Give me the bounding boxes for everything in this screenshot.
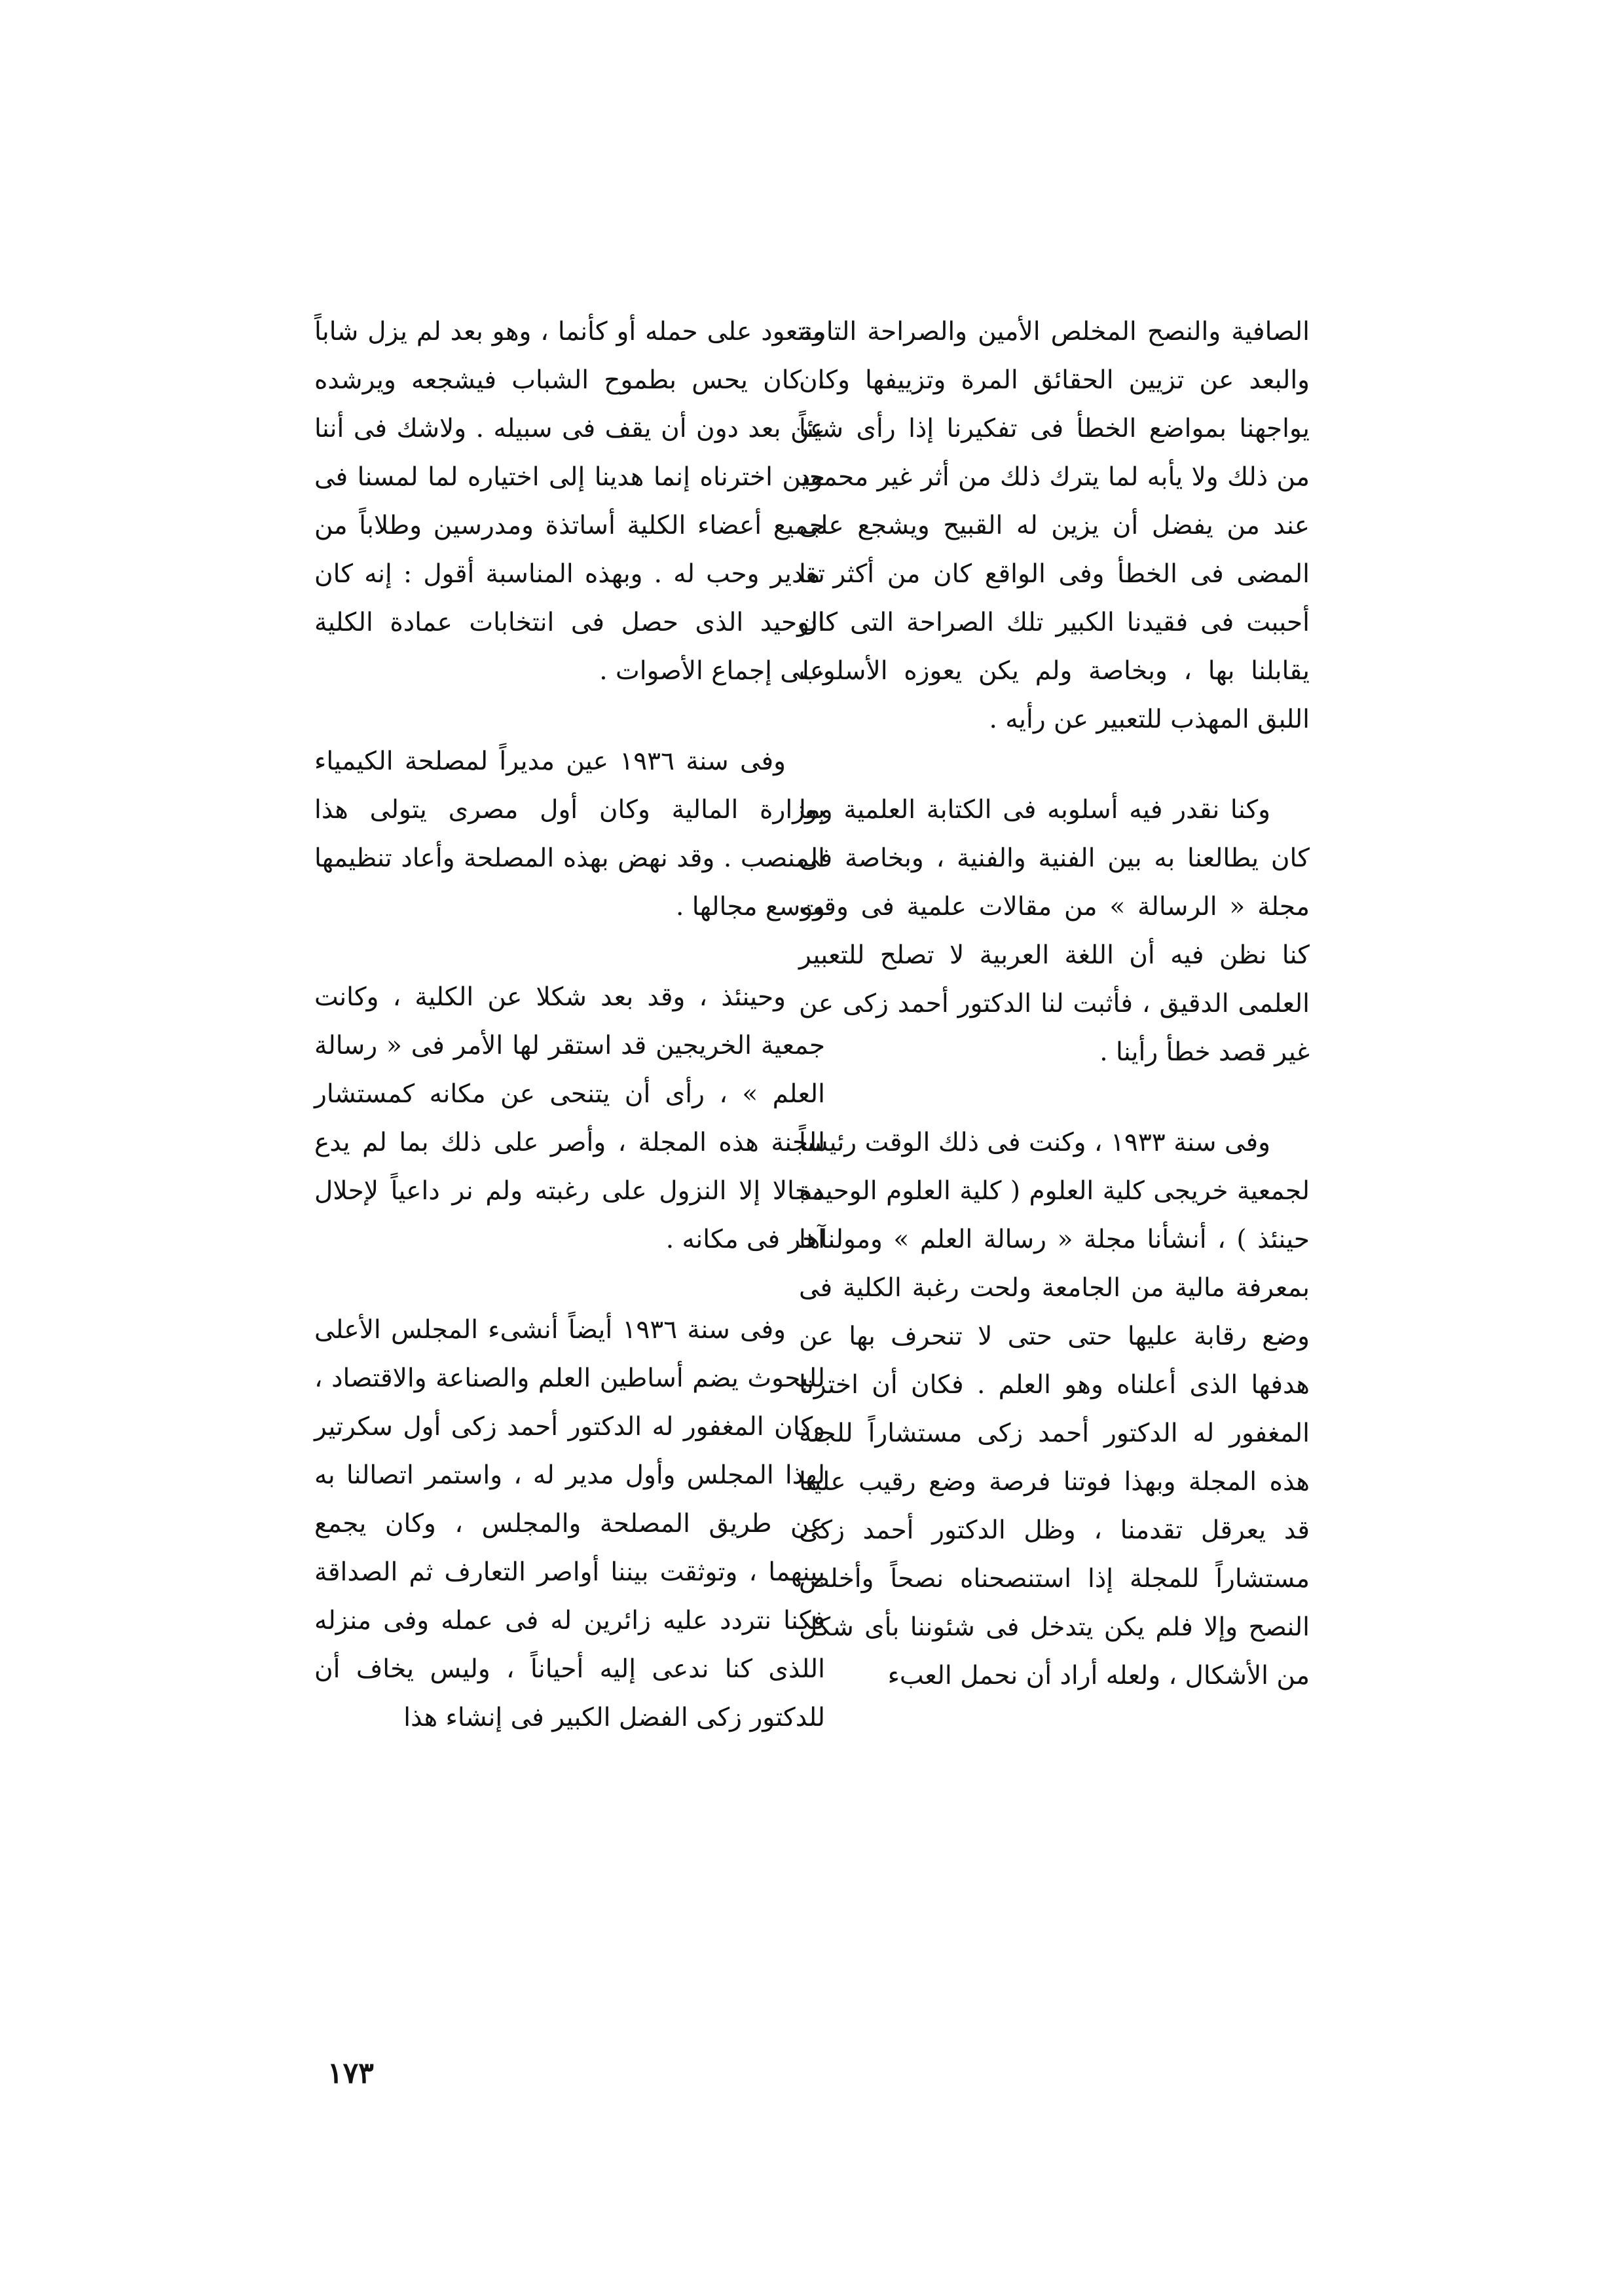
right-paragraph-3: وفى سنة ١٩٣٣ ، وكنت فى ذلك الوقت رئيساً لجمعية خريجى كلية العلوم ( كلية العلوم الوحيدة حينئذ ) ، أنشأنا مجلة « رسالة العلم » ومولناها بمعرفة مالية من الجامعة ولحت رغبة الكلية فى وضع رقابة عليها حتى حتى لا تنحرف بها عن هدفها الذى أعلناه وهو العلم . فكان أن اخترنا المغفور له الدكتور أحمد زكى مستشاراً للجنة هذه المجلة وبهذا فوتنا فرصة وضع رقيب علينا قد يعرقل تقدمنا ، وظل الدكتور أحمد زكى مستشاراً للمجلة إذا استنصحناه نصحاً وأخلص النصح وإلا فلم يكن يتدخل فى شئوننا بأى شكل من الأشكال ، ولعله أراد أن نحمل العبء xyxy=(799,1128,1310,1690)
right-paragraph-2: وكنا نقدر فيه أسلوبه فى الكتابة العلمية وما كان يطالعنا به بين الفنية والفنية ، وبخاصة فى مجلة « الرسالة » من مقالات علمية فى وقت كنا نظن فيه أن اللغة العربية لا تصلح للتعبير العلمى الدقيق ، فأثبت لنا الدكتور أحمد زكى عن غير قصد خطأ رأينا . xyxy=(799,795,1310,1067)
right-column xyxy=(799,308,1310,1742)
left-column xyxy=(314,308,825,1784)
left-paragraph-4: وفى سنة ١٩٣٦ أيضاً أنشىء المجلس الأعلى للبحوث يضم أساطين العلم والصناعة والاقتصاد ، وكان المغفور له الدكتور أحمد زكى أول سكرتير لهذا المجلس وأول مدير له ، واستمر اتصالنا به عن طريق المصلحة والمجلس ، وكان يجمع بينهما ، وتوثقت بيننا أواصر التعارف ثم الصداقة فكنا نتردد عليه زائرين له فى عمله وفى منزله اللذى كنا ندعى إليه أحياناً ، وليس يخاف أن للدكتور زكى الفضل الكبير فى إنشاء هذا xyxy=(314,1315,825,1732)
left-paragraph-2: وفى سنة ١٩٣٦ عين مديراً لمصلحة الكيمياء بوزارة المالية وكان أول مصرى يتولى هذا المنصب . وقد نهض بهذه المصلحة وأعاد تنظيمها ووسع مجالها . xyxy=(314,747,825,922)
page-number: ١٧٣ xyxy=(327,2057,374,2090)
left-paragraph-1: ونتعود على حمله أو كأنما ، وهو بعد لم يزل شاباً ، كان يحس بطموح الشباب فيشجعه ويرشده عن بعد دون أن يقف فى سبيله . ولاشك فى أننا حين اخترناه إنما هدينا إلى اختياره لما لمسنا فى جميع أعضاء الكلية أساتذة ومدرسين وطلاباً من تقدير وحب له . وبهذه المناسبة أقول : إنه كان الوحيد الذى حصل فى انتخابات عمادة الكلية على إجماع الأصوات . xyxy=(314,317,825,686)
right-paragraph-1: الصافية والنصح المخلص الأمين والصراحة التامة والبعد عن تزيين الحقائق المرة وتزييفها وكان يواجهنا بمواضع الخطأ فى تفكيرنا إذا رأى شيئاً من ذلك ولا يأبه لما يترك ذلك من أثر غير محمود عند من يفضل أن يزين له القبيح ويشجع على المضى فى الخطأ وفى الواقع كان من أكثر ما أحببت فى فقيدنا الكبير تلك الصراحة التى كان يقابلنا بها ، وبخاصة ولم يكن يعوزه الأسلوب اللبق المهذب للتعبير عن رأيه . xyxy=(799,317,1310,734)
left-paragraph-3: وحينئذ ، وقد بعد شكلا عن الكلية ، وكانت جمعية الخريجين قد استقر لها الأمر فى « رسالة العلم » ، رأى أن يتنحى عن مكانه كمستشار للجنة هذه المجلة ، وأصر على ذلك بما لم يدع مجالا إلا النزول على رغبته ولم نر داعياً لإحلال آخر فى مكانه . xyxy=(314,982,825,1254)
